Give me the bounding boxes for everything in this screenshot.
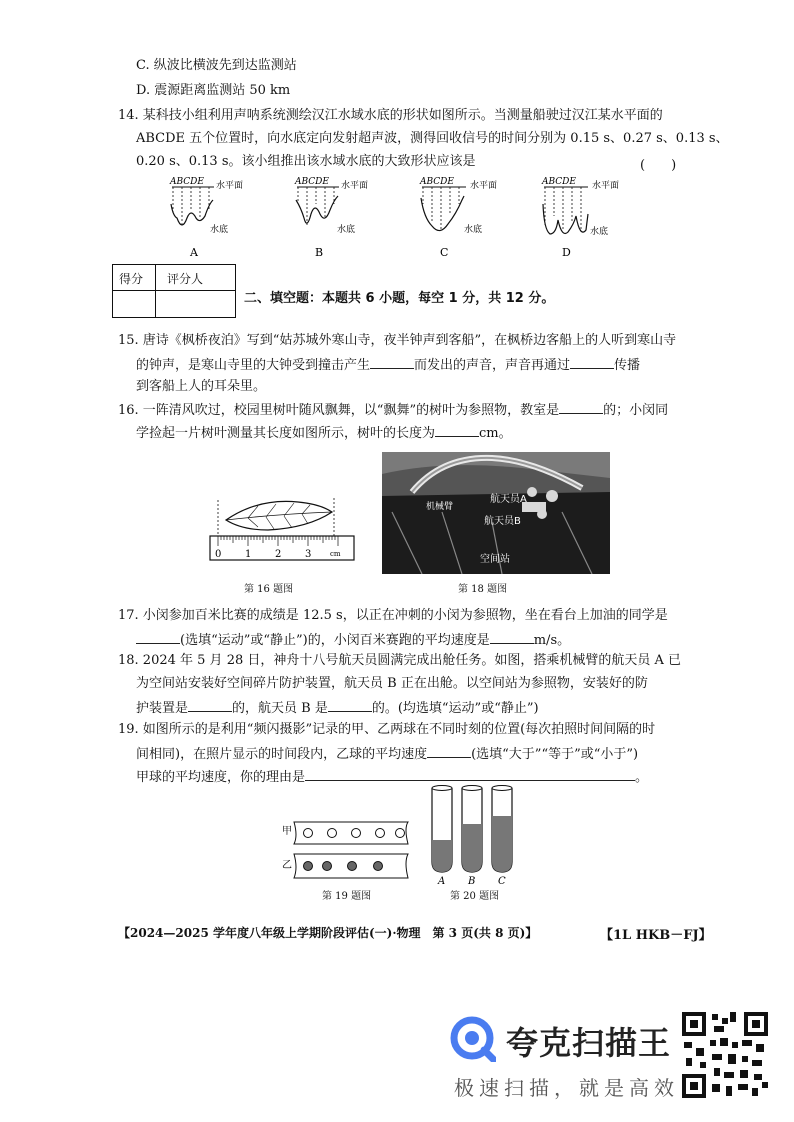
svg-text:ABCDE: ABCDE (170, 177, 204, 187)
section-2-title: 二、填空题：本题共 6 小题，每空 1 分，共 12 分。 (244, 291, 555, 306)
fig16-caption: 第 16 题图 (244, 584, 294, 595)
q19-line2: 间相同)，在照片显示的时间段内，乙球的平均速度 (选填“大于”“等于”或“小于”) (136, 747, 639, 762)
svg-text:3: 3 (305, 549, 312, 560)
q19-blank-1[interactable] (427, 745, 471, 758)
svg-text:ABCDE: ABCDE (542, 177, 576, 187)
score-label: 得分 (119, 272, 144, 286)
svg-text:航天员A: 航天员A (490, 494, 527, 505)
q18-line3: 护装置是 的，航天员 B 是 的。(均选填“运动”或“静止”) (136, 701, 539, 716)
watermark-slogan: 极速扫描，就是高效 (454, 1076, 679, 1100)
sonar-option-c (419, 177, 497, 259)
svg-text:0: 0 (215, 549, 222, 560)
q14-line3: 0.20 s、0.13 s。该小组推出该水域水底的大致形状应该是 (136, 154, 476, 169)
svg-text:乙: 乙 (282, 860, 292, 871)
svg-text:D: D (562, 246, 571, 259)
q18-blank-1[interactable] (188, 699, 232, 712)
q16-line2: 学捡起一片树叶测量其长度如图所示，树叶的长度为 cm。 (136, 426, 512, 441)
score-box (112, 264, 236, 318)
q14-line1: 14. 某科技小组利用声呐系统测绘汉江水域水底的形状如图所示。当测量船驶过汉江某水平面的 (118, 108, 663, 123)
svg-text:cm: cm (330, 550, 341, 558)
fig20-caption: 第 20 题图 (450, 891, 500, 902)
strobe-photo-figure (282, 818, 412, 882)
svg-text:水平面: 水平面 (470, 181, 498, 191)
q16-line1: 16. 一阵清风吹过，校园里树叶随风飘舞，以“飘舞”的树叶为参照物，教室是 的；小闵同 (118, 403, 669, 418)
svg-text:水底: 水底 (590, 227, 609, 237)
test-tubes-figure (424, 784, 524, 886)
q17-line1: 17. 小闵参加百米比赛的成绩是 12.5 s，以正在冲刺的小闵为参照物，坐在看台上加油的同学是 (118, 608, 668, 623)
svg-text:1: 1 (245, 549, 252, 560)
q17-blank-2[interactable] (490, 631, 534, 644)
fig18-caption: 第 18 题图 (458, 584, 508, 595)
grader-label: 评分人 (167, 272, 204, 286)
q16-blank-1[interactable] (559, 401, 603, 414)
qr-code-icon (680, 1010, 770, 1100)
q16-blank-2[interactable] (435, 424, 479, 437)
svg-text:A: A (190, 246, 198, 259)
q14-answer-paren: ( ) (640, 158, 677, 173)
q13-option-c: C. 纵波比横波先到达监测站 (136, 58, 297, 73)
svg-text:A: A (438, 876, 446, 886)
q13-option-d: D. 震源距离监测站 50 km (136, 83, 291, 98)
q17-blank-1[interactable] (136, 631, 180, 644)
svg-text:机械臂: 机械臂 (426, 502, 454, 512)
q15-line2: 的钟声，是寒山寺里的大钟受到撞击产生 而发出的声音，声音再通过 传播 (136, 358, 641, 373)
fig19-caption: 第 19 题图 (322, 891, 372, 902)
watermark-app-name: 夸克扫描王 (506, 1024, 672, 1062)
q19-line1: 19. 如图所示的是利用“频闪摄影”记录的甲、乙两球在不同时刻的位置(每次拍照时间间隔的时 (118, 722, 656, 737)
page-footer: 【2024—2025 学年度八年级上学期阶段评估(一)·物理 第 3 页(共 8 页)】 (118, 926, 538, 940)
svg-text:C: C (440, 246, 449, 259)
svg-text:B: B (315, 246, 324, 259)
svg-text:C: C (498, 876, 506, 886)
svg-text:航天员B: 航天员B (484, 516, 521, 527)
svg-text:甲: 甲 (282, 826, 292, 837)
q17-line2: (选填“运动”或“静止”)的，小闵百米赛跑的平均速度是 m/s。 (136, 631, 570, 649)
q19-blank-2[interactable] (305, 768, 635, 781)
q15-blank-1[interactable] (370, 356, 414, 369)
svg-text:水平面: 水平面 (592, 181, 620, 191)
sonar-option-b (294, 177, 368, 259)
q18-line2: 为空间站安装好空间碎片防护装置，航天员 B 正在出舱。以空间站为参照物，安装好的防 (136, 676, 648, 691)
q18-blank-2[interactable] (328, 699, 372, 712)
sonar-option-d (541, 177, 619, 259)
q15-line1: 15. 唐诗《枫桥夜泊》写到“姑苏城外寒山寺，夜半钟声到客船”，在枫桥边客船上的人听到寒山寺 (118, 333, 677, 348)
leaf-ruler-figure (208, 490, 356, 570)
space-station-photo (382, 452, 610, 574)
svg-text:水底: 水底 (464, 225, 483, 235)
svg-text:水平面: 水平面 (216, 181, 244, 191)
svg-text:ABCDE: ABCDE (420, 177, 454, 187)
svg-text:空间站: 空间站 (480, 554, 510, 565)
sonar-option-a (169, 177, 243, 259)
q18-line1: 18. 2024 年 5 月 28 日，神舟十八号航天员圆满完成出舱任务。如图，搭乘机械臂的航天员 A 已 (118, 653, 682, 668)
q19-line3: 甲球的平均速度，你的理由是 。 (136, 770, 649, 785)
q15-blank-2[interactable] (570, 356, 614, 369)
svg-text:2: 2 (275, 549, 282, 560)
q15-line3: 到客船上人的耳朵里。 (136, 379, 267, 394)
svg-text:B: B (468, 876, 476, 886)
q14-line2: ABCDE 五个位置时，向水底定向发射超声波，测得回收信号的时间分别为 0.15 s、0.27 s、0.13 s、 (136, 131, 729, 146)
svg-text:水底: 水底 (210, 225, 229, 235)
svg-text:水平面: 水平面 (341, 181, 369, 191)
quark-logo-icon (450, 1016, 496, 1062)
svg-text:水底: 水底 (337, 225, 356, 235)
q14-sonar-figures (168, 174, 708, 264)
paper-code: 【1L HKB－FJ】 (600, 928, 712, 943)
svg-text:ABCDE: ABCDE (295, 177, 329, 187)
